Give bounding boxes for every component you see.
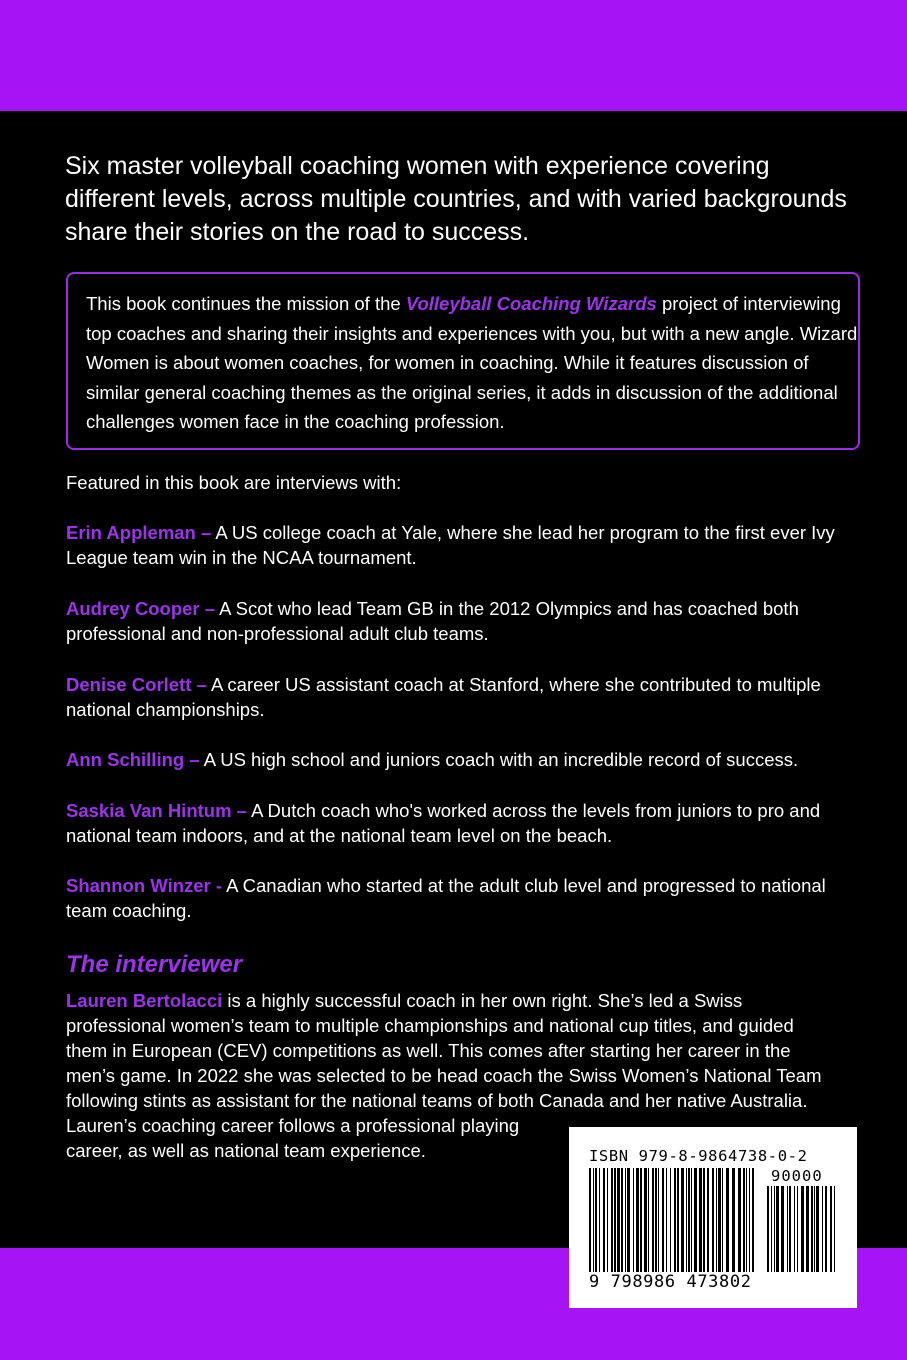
coach-name: Shannon Winzer - (66, 875, 223, 896)
barcode-bar (749, 1168, 750, 1272)
barcode-bar (806, 1186, 809, 1272)
coach-entry (66, 520, 856, 570)
barcode-bar (746, 1168, 747, 1272)
barcode-bar (787, 1186, 788, 1272)
barcode-bar (633, 1168, 634, 1272)
barcode-bar (781, 1186, 784, 1272)
barcode-bar (794, 1186, 795, 1272)
barcode-bar (607, 1168, 608, 1272)
intro-text: Six master volleyball coaching women with experience covering different levels, across multiple countries, and with varied backgrounds share their stories on the road to success. (65, 152, 847, 246)
barcode-bar (599, 1168, 600, 1272)
barcode-bar (640, 1168, 642, 1272)
barcode-bar (718, 1168, 721, 1272)
barcode-bar (830, 1186, 832, 1272)
barcode-bar (652, 1168, 654, 1272)
coach-description: A career US assistant coach at Stanford, where she contributed to multiple national championships. (66, 674, 821, 720)
coach-name: Audrey Cooper – (66, 598, 216, 619)
interviewer-name: Lauren Bertolacci (66, 990, 223, 1011)
coach-name: Saskia Van Hintum – (66, 800, 247, 821)
barcode-bar (771, 1186, 772, 1272)
mission-box (66, 272, 860, 450)
featured-heading: Featured in this book are interviews with: (66, 472, 402, 493)
barcode-bar (776, 1186, 779, 1272)
barcode-bar (811, 1186, 813, 1272)
barcode-bar (726, 1168, 729, 1272)
barcode-bar (767, 1186, 769, 1272)
barcode-bar (716, 1168, 717, 1272)
barcode-bar (674, 1168, 676, 1272)
barcode-bar (688, 1168, 690, 1272)
isbn-number: ISBN 979-8-9864738-0-2 (589, 1147, 808, 1165)
interviewer-heading: The interviewer (66, 951, 243, 978)
interviewer-bio-closing: Lauren’s coaching career follows a professional playing career, as well as national team experience. (66, 1115, 520, 1161)
coach-description: A Dutch coach who's worked across the levels from juniors to pro and national team indoors, and at the national team level on the beach. (66, 800, 821, 846)
coach-entry (66, 873, 856, 923)
barcode-bar (614, 1168, 616, 1272)
barcode-bar (825, 1186, 827, 1272)
barcode-bar (627, 1168, 630, 1272)
barcode-bar (681, 1168, 684, 1272)
barcode-bar (636, 1168, 639, 1272)
barcode-bar (662, 1168, 664, 1272)
barcode-bar (797, 1186, 798, 1272)
barcode-bar (655, 1168, 657, 1272)
barcode-bars (589, 1168, 839, 1272)
coach-entry (66, 596, 856, 646)
barcode-bar (816, 1186, 819, 1272)
barcode-bar (801, 1186, 804, 1272)
barcode-bar (774, 1186, 775, 1272)
barcode-bar (625, 1168, 626, 1272)
mission-text-end: project of interviewing top coaches and sharing their insights and experiences with you, but with a new angle. Wizard Women is about women coaches, for women in coaching. While it features discussion of similar general coaching themes as the original series, it adds in discussion of the additional challenges women face in the coaching profession. (86, 293, 858, 432)
barcode-bar (712, 1168, 714, 1272)
barcode-bar (666, 1168, 667, 1272)
barcode-bar (822, 1186, 823, 1272)
ean-number: 9 798986 473802 (589, 1272, 752, 1292)
barcode-bar (648, 1168, 649, 1272)
barcode-bar (644, 1168, 647, 1272)
barcode-bar (670, 1168, 671, 1272)
barcode-bar (707, 1168, 709, 1272)
barcode-bar (621, 1168, 623, 1272)
coach-entry (66, 798, 856, 848)
barcode-bar (814, 1186, 815, 1272)
coach-name: Denise Corlett – (66, 674, 207, 695)
isbn-barcode (569, 1127, 857, 1308)
coach-entry (66, 672, 856, 722)
barcode-bar (789, 1186, 791, 1272)
coach-description: A US college coach at Yale, where she lead her program to the first ever Ivy League team win in the NCAA tournament. (66, 522, 835, 568)
barcode-bar (703, 1168, 705, 1272)
barcode-bar (691, 1168, 692, 1272)
series-title: Volleyball Coaching Wizards (405, 293, 657, 314)
barcode-bar (743, 1168, 745, 1272)
coach-name: Erin Appleman – (66, 522, 212, 543)
barcode-bar (722, 1168, 723, 1272)
barcode-bar (699, 1168, 702, 1272)
mission-text-start: This book continues the mission of the (86, 293, 406, 314)
barcode-bar (738, 1168, 741, 1272)
barcode-bar (617, 1168, 620, 1272)
barcode-bar (752, 1168, 754, 1272)
price-code: 90000 (771, 1167, 823, 1185)
barcode-bar (658, 1168, 659, 1272)
barcode-bar (611, 1168, 613, 1272)
coach-description: A Canadian who started at the adult club level and progressed to national team coaching. (66, 875, 826, 921)
interviewer-bio-text: is a highly successful coach in her own right. She’s led a Swiss professional women’s team to multiple championships and national cup titles, and guided them in European (CEV) competitions as well. This comes after starting her career in the men’s game. In 2022 she was selected to be head coach the Swiss Women’s National Team following stints as assistant for the national teams of both Canada and her native Australia. (66, 990, 822, 1111)
barcode-bar (686, 1168, 687, 1272)
top-color-band (0, 0, 907, 111)
barcode-bar (834, 1186, 835, 1272)
coach-name: Ann Schilling – (66, 749, 200, 770)
coach-entry (66, 747, 856, 772)
barcode-bar (694, 1168, 697, 1272)
barcode-bar (603, 1168, 605, 1272)
barcode-bar (593, 1168, 594, 1272)
coach-description: A US high school and juniors coach with an incredible record of success. (199, 749, 799, 770)
barcode-bar (589, 1168, 591, 1272)
coach-description: A Scot who lead Team GB in the 2012 Olympics and has coached both professional and non-professional adult club teams. (66, 598, 799, 644)
barcode-bar (732, 1168, 735, 1272)
barcode-bar (595, 1168, 597, 1272)
barcode-bar (677, 1168, 679, 1272)
